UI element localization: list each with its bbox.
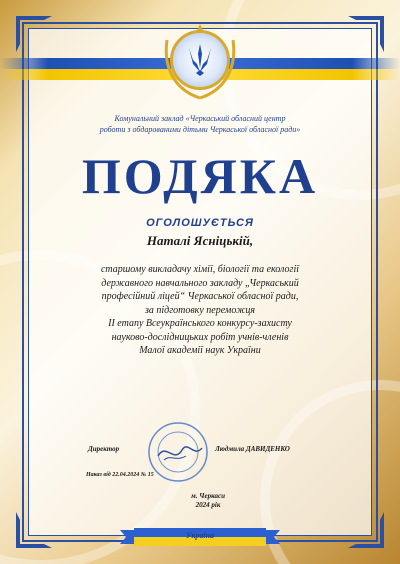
certificate-body <box>50 263 350 358</box>
body-line: за підготовку переможця <box>144 304 256 316</box>
trident-icon <box>185 42 215 78</box>
ribbon-label: Україна <box>185 531 215 540</box>
corner-ornament-icon <box>346 14 386 54</box>
corner-ornament-icon <box>14 14 54 54</box>
bottom-flag-ribbon <box>120 526 280 548</box>
corner-ornament-icon <box>14 510 54 550</box>
body-line: старшому викладачу хімії, біології та екології <box>100 264 300 275</box>
body-line: ІІ етапу Всеукраїнського конкурсу-захисту <box>108 318 292 329</box>
organization-name: Комунальний заклад «Черкаський обласний центр роботи з обдарованими дітьми Черкаської обласної ради» <box>99 114 301 134</box>
year: 2024 рік <box>195 501 221 509</box>
certificate-title: ПОДЯКА <box>81 148 319 204</box>
official-stamp-icon <box>146 420 210 484</box>
signer-name: Людмила ДАВИДЕНКО <box>215 445 290 453</box>
order-reference: Наказ від 22.04.2024 № 15 <box>86 472 154 478</box>
recipient-name: Наталі Ясніцькій, <box>146 233 254 248</box>
corner-ornament-icon <box>346 510 386 550</box>
announcement-label: ОГОЛОШУЄТЬСЯ <box>146 217 254 229</box>
body-line: науково-дослідницьких робіт учнів-членів <box>111 331 289 343</box>
body-line: професійний ліцей“ Черкаської обласної ради, <box>101 291 299 302</box>
city: м. Черкаси <box>190 492 225 500</box>
body-line: державного навчального закладу „Черкаський <box>101 277 299 289</box>
emblem <box>170 30 230 90</box>
body-line: Малої академії наук України <box>139 345 261 356</box>
signer-role: Директор <box>88 445 120 453</box>
place-and-year <box>178 492 238 510</box>
